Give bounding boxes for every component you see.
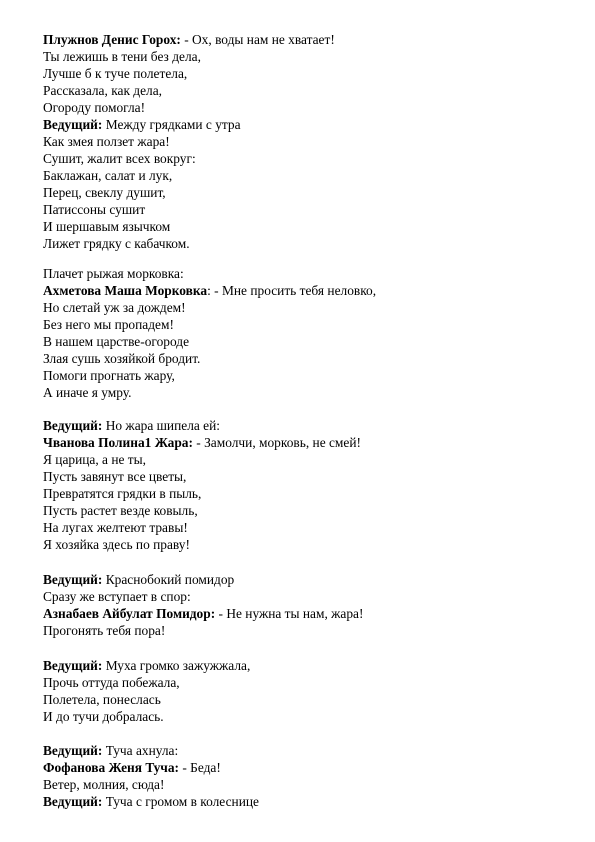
text-line: Сразу же вступает в спор: [43,589,191,604]
text-line [43,759,563,776]
text-line: Огороду помогла! [43,100,146,115]
line-text: : - Мне просить тебя неловко, [207,283,377,298]
text-line: Плачет рыжая морковка: [43,266,184,281]
text-line: И шершавым язычком [43,219,171,234]
text-line: А иначе я умру. [43,385,132,400]
line-text: Между грядками с утра [102,117,241,132]
speaker-name: Ведущий: [43,658,103,673]
text-line: На лугах желтеют травы! [43,520,188,535]
line-text: Муха громко зажужжала, [102,658,251,673]
text-line: Как змея ползет жара! [43,134,170,149]
line-text: Туча с громом в колеснице [102,794,259,809]
stanza-morkovka [43,265,563,401]
text-line: Полетела, понеслась [43,692,161,707]
text-line: Рассказала, как дела, [43,83,163,98]
text-line [43,605,563,622]
text-line: Но слетай уж за дождем! [43,300,186,315]
text-line: Злая сушь хозяйкой бродит. [43,351,201,366]
line-text: - Не нужна ты нам, жара! [215,606,364,621]
line-text: Но жара шипела ей: [102,418,221,433]
text-line [43,282,563,299]
text-line: Ветер, молния, сюда! [43,777,165,792]
speaker-name: Ведущий: [43,794,103,809]
stanza-tucha [43,742,563,810]
text-line: Помоги прогнать жару, [43,368,175,383]
text-line: Прогонять тебя пора! [43,623,166,638]
speaker-name: Плужнов Денис Горох: [43,32,181,47]
text-line: Лижет грядку с кабачком. [43,236,190,251]
line-text: Краснобокий помидор [102,572,235,587]
text-line [43,116,563,133]
text-line [43,417,563,434]
text-line: Пусть завянут все цветы, [43,469,187,484]
line-text: - Замолчи, морковь, не смей! [192,435,361,450]
text-line: Ты лежишь в тени без дела, [43,49,201,64]
text-line: Превратятся грядки в пыль, [43,486,202,501]
text-line: Патиссоны сушит [43,202,146,217]
text-line: Я царица, а не ты, [43,452,146,467]
line-text: - Ох, воды нам не хватает! [180,32,335,47]
text-line [43,31,563,48]
text-line [43,657,563,674]
speaker-name: Фофанова Женя Туча: [43,760,179,775]
text-line: Перец, свеклу душит, [43,185,166,200]
text-line: Я хозяйка здесь по праву! [43,537,190,552]
text-line: Баклажан, салат и лук, [43,168,173,183]
text-line [43,793,563,810]
text-line [43,571,563,588]
stanza-zhara [43,417,563,553]
line-text: - Беда! [178,760,221,775]
line-text: Туча ахнула: [102,743,179,758]
text-line: Лучше б к туче полетела, [43,66,188,81]
text-line: Без него мы пропадем! [43,317,174,332]
text-line: И до тучи добралась. [43,709,164,724]
stanza-pomidor [43,571,563,639]
speaker-name: Ведущий: [43,743,103,758]
stanza-goroh [43,31,563,252]
text-line [43,742,563,759]
stanza-muha [43,657,563,725]
text-line: В нашем царстве-огороде [43,334,190,349]
speaker-name: Ахметова Маша Морковка [43,283,208,298]
text-line: Пусть растет везде ковыль, [43,503,198,518]
speaker-name: Ведущий: [43,117,103,132]
speaker-name: Ведущий: [43,572,103,587]
speaker-name: Ведущий: [43,418,103,433]
speaker-name: Азнабаев Айбулат Помидор: [43,606,216,621]
text-line: Сушит, жалит всех вокруг: [43,151,196,166]
text-line [43,434,563,451]
text-line: Прочь оттуда побежала, [43,675,180,690]
speaker-name: Чванова Полина1 Жара: [43,435,193,450]
